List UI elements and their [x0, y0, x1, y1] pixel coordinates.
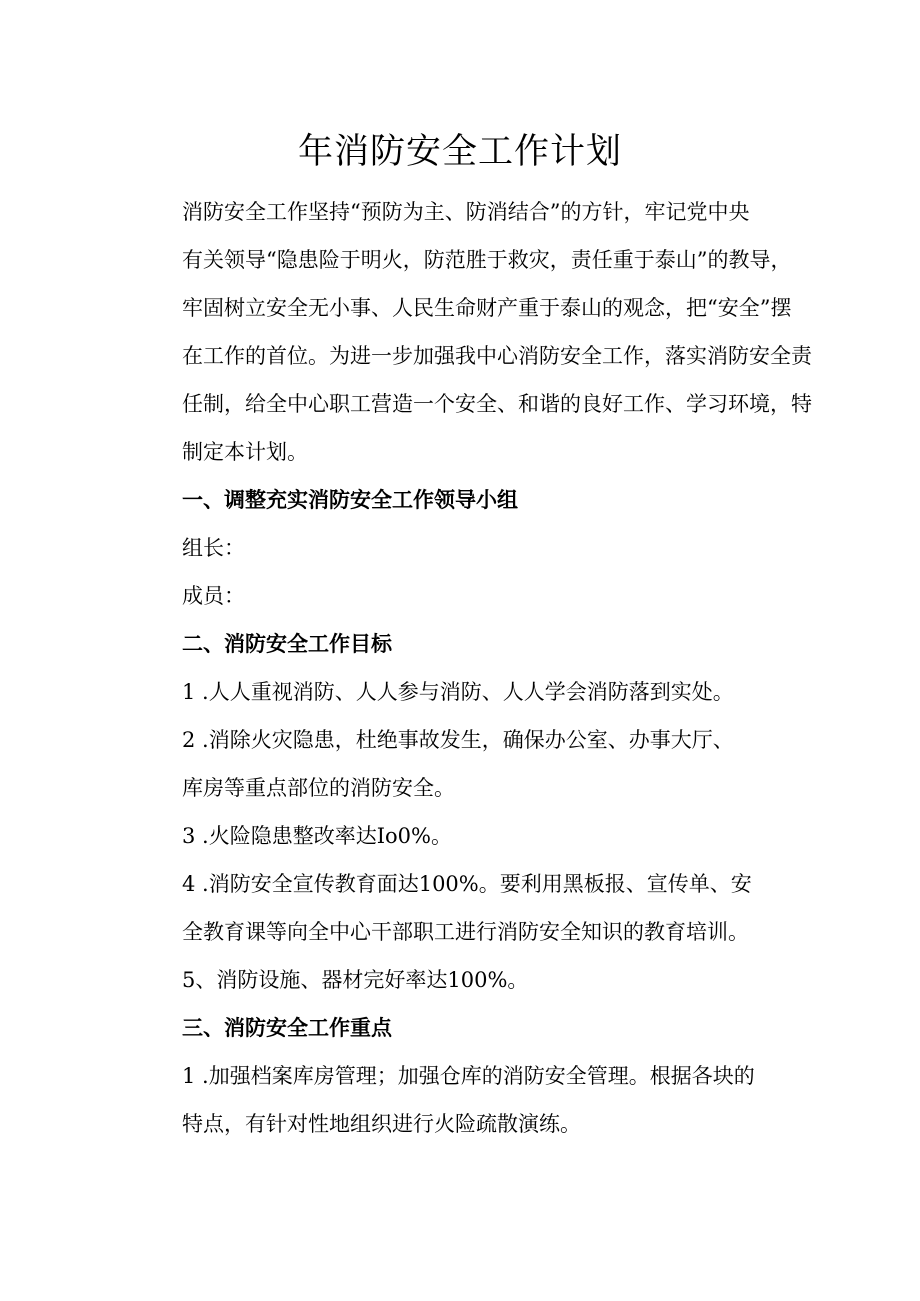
section-1-heading: 一、调整充实消防安全工作领导小组	[182, 487, 518, 512]
goal-item-4-line: 全教育课等向全中心干部职工进行消防安全知识的教育培训。	[182, 920, 749, 944]
goal-item-1	[140, 668, 782, 716]
document-body	[140, 188, 812, 1148]
focus-item-1-line: 1 .加强档案库房管理；加强仓库的消防安全管理。根据各块的	[182, 1064, 755, 1088]
intro-line: 有关领导“隐患险于明火，防范胜于救灾，责任重于泰山”的教导，	[182, 248, 792, 272]
focus-item-1	[140, 1052, 782, 1148]
intro-line: 消防安全工作坚持“预防为主、防消结合”的方针，牢记党中央	[182, 200, 750, 224]
goal-item-2	[140, 716, 782, 812]
intro-line: 任制，给全中心职工营造一个安全、和谐的良好工作、学习环境，特	[182, 392, 812, 416]
intro-line: 牢固树立安全无小事、人民生命财产重于泰山的观念，把“安全”摆	[182, 296, 792, 320]
goal-item-1-text: 1 .人人重视消防、人人参与消防、人人学会消防落到实处。	[182, 680, 734, 704]
section-2-heading: 二、消防安全工作目标	[182, 631, 392, 656]
leader-line: 组长：	[182, 536, 245, 560]
section-3-heading: 三、消防安全工作重点	[182, 1015, 392, 1040]
goal-item-4	[140, 860, 782, 956]
intro-paragraph	[140, 188, 812, 476]
members-line: 成员：	[182, 584, 245, 608]
goal-item-2-line: 库房等重点部位的消防安全。	[182, 776, 455, 800]
intro-line: 在工作的首位。为进一步加强我中心消防安全工作，落实消防安全责	[182, 344, 812, 368]
goal-item-4-line: 4 .消防安全宣传教育面达100%。要利用黑板报、宣传单、安	[182, 872, 752, 896]
goal-item-3	[140, 812, 782, 860]
goal-item-5-text: 5、消防设施、器材完好率达100%。	[182, 968, 529, 992]
goal-item-2-line: 2 .消除火灾隐患，杜绝事故发生，确保办公室、办事大厅、	[182, 728, 734, 752]
goal-item-3-text: 3 .火险隐患整改率达Io0%。	[182, 824, 452, 848]
intro-line: 制定本计划。	[182, 440, 308, 464]
document-title: 年消防安全工作计划	[297, 132, 622, 172]
focus-item-1-line: 特点，有针对性地组织进行火险疏散演练。	[182, 1112, 581, 1136]
goal-item-5	[140, 956, 782, 1004]
